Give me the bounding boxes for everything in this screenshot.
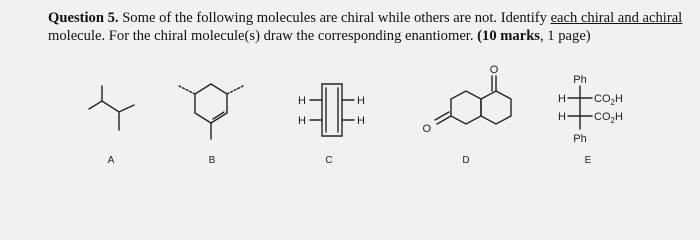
molecule-d-atom: O <box>489 64 499 76</box>
question-body-1: Some of the following molecules are chiral while others are not. Identify <box>118 10 551 26</box>
molecule-c-atom: H <box>298 95 306 107</box>
molecule-e-label: E <box>584 155 592 166</box>
question-pages: , 1 page) <box>540 27 591 44</box>
molecule-a-bond <box>89 86 102 109</box>
molecule-c-atom: H <box>298 115 306 127</box>
molecule-e-atom: H <box>558 111 566 123</box>
molecule-a-bond <box>102 101 134 112</box>
molecule-e-atom: Ph <box>573 133 587 145</box>
molecule-b-ring <box>195 84 227 123</box>
molecule-b <box>179 84 243 166</box>
molecule-a <box>89 86 134 166</box>
molecule-e-atom: H <box>558 93 566 105</box>
molecule-d-ring-right <box>481 91 511 124</box>
molecule-c-atom: H <box>357 115 365 127</box>
question-marks: (10 marks <box>477 27 540 44</box>
molecule-e-atom: $CO_2H$ <box>594 111 623 125</box>
molecule-b-label: B <box>208 155 216 166</box>
molecule-c-label: C <box>325 155 333 166</box>
molecule-b-hashed-bond <box>227 86 243 94</box>
question-body-2: molecule. For the chiral molecule(s) draw the corresponding enantiomer. <box>48 27 478 44</box>
molecule-a-label: A <box>107 155 115 166</box>
question-emphasis: each chiral and achiral <box>550 10 683 26</box>
molecule-d-ring-left <box>451 91 481 124</box>
molecule-c-atom: H <box>357 95 365 107</box>
molecule-c <box>298 84 365 166</box>
molecule-b-hashed-bond <box>179 86 195 94</box>
molecule-d-atom: O <box>422 123 431 135</box>
molecule-d <box>422 64 511 166</box>
molecule-d-label: D <box>462 155 470 166</box>
molecule-e <box>558 74 623 166</box>
molecule-e-atom: Ph <box>573 74 587 86</box>
molecule-e-atom: $CO_2H$ <box>594 93 623 107</box>
question-number: Question 5. <box>48 10 119 26</box>
